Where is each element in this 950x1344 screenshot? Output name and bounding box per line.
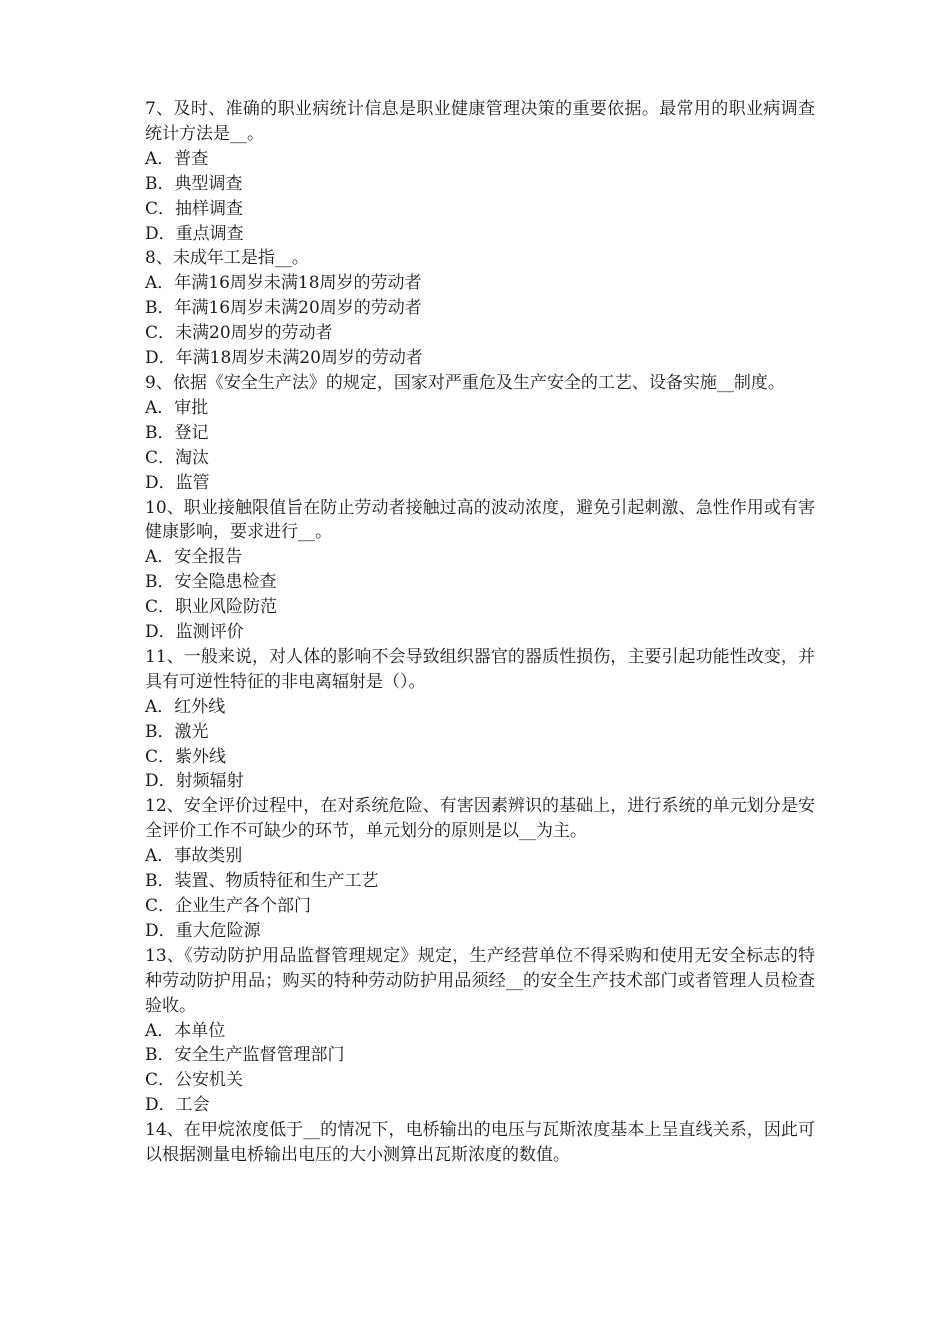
option-c: C．紫外线 bbox=[145, 746, 227, 767]
document-page bbox=[145, 97, 815, 1168]
option-b: B．激光 bbox=[145, 721, 209, 742]
question-12 bbox=[145, 794, 815, 943]
option-a: A．安全报告 bbox=[145, 547, 243, 568]
option-d: D．监管 bbox=[145, 472, 210, 493]
option-c: C．未满20周岁的劳动者 bbox=[145, 323, 333, 344]
option-c: C．淘汰 bbox=[145, 447, 210, 468]
option-d: D．工会 bbox=[145, 1095, 210, 1116]
option-a: A．本单位 bbox=[145, 1020, 226, 1041]
option-b: B．典型调查 bbox=[145, 173, 243, 194]
question-9 bbox=[145, 371, 815, 496]
question-11 bbox=[145, 645, 815, 794]
question-7 bbox=[145, 97, 815, 246]
question-text: 11、一般来说，对人体的影响不会导致组织器官的器质性损伤，主要引起功能性改变，并具有可逆性特征的非电离辐射是（）。 bbox=[145, 646, 815, 692]
question-text: 9、依据《安全生产法》的规定，国家对严重危及生产安全的工艺、设备实施__制度。 bbox=[145, 372, 785, 393]
option-d: D．重大危险源 bbox=[145, 920, 261, 941]
option-b: B．年满16周岁未满20周岁的劳动者 bbox=[145, 298, 422, 319]
question-10 bbox=[145, 496, 815, 645]
question-8 bbox=[145, 246, 815, 371]
question-text: 13、《劳动防护用品监督管理规定》规定，生产经营单位不得采购和使用无安全标志的特种劳动防护用品；购买的特种劳动防护用品须经__的安全生产技术部门或者管理人员检查验收。 bbox=[145, 945, 815, 1016]
option-c: C．抽样调查 bbox=[145, 198, 244, 219]
question-text: 7、及时、准确的职业病统计信息是职业健康管理决策的重要依据。最常用的职业病调查统计方法是__。 bbox=[145, 99, 815, 144]
option-c: C．公安机关 bbox=[145, 1070, 244, 1091]
option-d: D．年满18周岁未满20周岁的劳动者 bbox=[145, 348, 423, 369]
question-13 bbox=[145, 944, 815, 1118]
option-b: B．安全生产监督管理部门 bbox=[145, 1045, 345, 1066]
question-text: 14、在甲烷浓度低于__的情况下，电桥输出的电压与瓦斯浓度基本上呈直线关系，因此可以根据测量电桥输出电压的大小测算出瓦斯浓度的数值。 bbox=[145, 1120, 815, 1166]
question-text: 8、未成年工是指__。 bbox=[145, 248, 309, 269]
option-a: A．事故类别 bbox=[145, 846, 243, 867]
option-b: B．安全隐患检查 bbox=[145, 572, 277, 593]
option-a: A．红外线 bbox=[145, 696, 226, 717]
option-d: D．射频辐射 bbox=[145, 771, 244, 792]
option-b: B．装置、物质特征和生产工艺 bbox=[145, 871, 379, 892]
option-a: A．年满16周岁未满18周岁的劳动者 bbox=[145, 273, 422, 294]
option-d: D．监测评价 bbox=[145, 622, 244, 643]
option-d: D．重点调查 bbox=[145, 223, 244, 244]
option-a: A．审批 bbox=[145, 397, 209, 418]
option-c: C．企业生产各个部门 bbox=[145, 896, 312, 916]
question-text: 10、职业接触限值旨在防止劳动者接触过高的波动浓度，避免引起刺激、急性作用或有害健康影响，要求进行__。 bbox=[145, 497, 815, 543]
option-c: C．职业风险防范 bbox=[145, 597, 278, 618]
question-text: 12、安全评价过程中，在对系统危险、有害因素辨识的基础上，进行系统的单元划分是安全评价工作不可缺少的环节，单元划分的原则是以__为主。 bbox=[145, 796, 815, 842]
option-a: A．普查 bbox=[145, 148, 209, 169]
question-14 bbox=[145, 1118, 815, 1168]
option-b: B．登记 bbox=[145, 422, 209, 443]
